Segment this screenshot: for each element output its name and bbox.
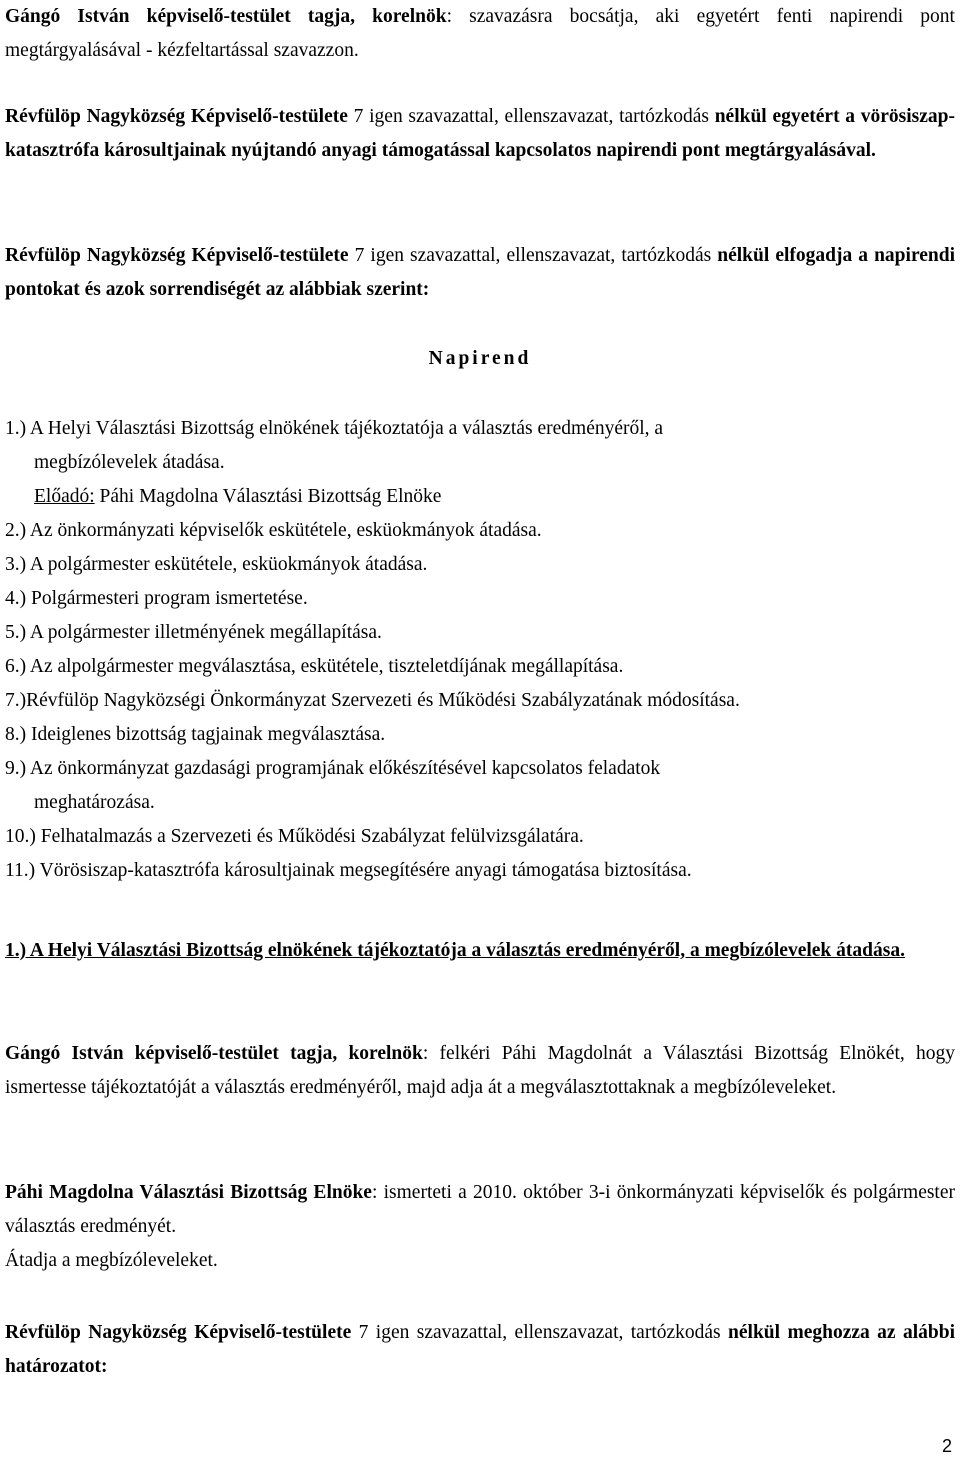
agenda-item-11: 11.) Vörösiszap-katasztrófa károsultjainak megsegítésére anyagi támogatása biztosítása.	[5, 860, 692, 881]
council-name: Révfülöp Nagyközség Képviselő-testülete	[5, 106, 348, 127]
speaker-name: Gángó István képviselő-testület tagja, korelnök	[5, 1043, 423, 1064]
presenter-label: Előadó:	[34, 486, 95, 507]
presenter-name: Páhi Magdolna Választási Bizottság Elnöke	[94, 486, 442, 507]
paragraph-text: : szavazásra bocsátja, aki egyetért fenti napirendi pont megtárgyalásával - kézfeltartással szavazzon.	[5, 6, 955, 61]
paragraph-text: : felkéri Páhi Magdolnát a Választási Bizottság Elnökét, hogy ismertesse tájékoztatóját a választás eredményéről, majd adja át a megválasztottaknak a megbízóleveleket.	[5, 1043, 955, 1098]
agenda-item-2: 2.) Az önkormányzati képviselők eskütétele, esküokmányok átadása.	[5, 520, 542, 541]
agenda-item-10: 10.) Felhatalmazás a Szervezeti és Működési Szabályzat felülvizsgálatára.	[5, 826, 584, 847]
agenda-item-6: 6.) Az alpolgármester megválasztása, eskütétele, tiszteletdíjának megállapítása.	[5, 656, 624, 677]
speaker-name: Páhi Magdolna Választási Bizottság Elnöke	[5, 1182, 372, 1203]
agenda-list	[5, 412, 955, 888]
agenda-item-8: 8.) Ideiglenes bizottság tagjainak megválasztása.	[5, 724, 386, 745]
section-header-1: 1.) A Helyi Választási Bizottság elnökének tájékoztatója a választás eredményéről, a megbízólevelek átadása.	[5, 940, 905, 961]
paragraph-vote-call	[5, 0, 955, 68]
council-name: Révfülöp Nagyközség Képviselő-testülete	[5, 1322, 352, 1343]
paragraph-resolution	[5, 1316, 955, 1384]
agenda-item-7: 7.)Révfülöp Nagyközségi Önkormányzat Szervezeti és Működési Szabályzatának módosítása.	[5, 690, 740, 711]
speaker-name: Gángó István képviselő-testület tagja, korelnök	[5, 6, 447, 27]
paragraph-text: : ismerteti a 2010. október 3-i önkormányzati képviselők és polgármester választás eredményét.	[5, 1182, 956, 1237]
paragraph-election-results	[5, 1176, 955, 1278]
handover-text: Átadja a megbízóleveleket.	[5, 1250, 218, 1271]
paragraph-agenda-acceptance	[5, 239, 955, 307]
agenda-item-4: 4.) Polgármesteri program ismertetése.	[5, 588, 308, 609]
council-name: Révfülöp Nagyközség Képviselő-testülete	[5, 245, 349, 266]
paragraph-text: nélkül meghozza az alábbi határozatot:	[5, 1322, 955, 1377]
vote-text: 7 igen szavazattal, ellenszavazat, tartózkodás	[351, 1322, 729, 1343]
agenda-item-9: 9.) Az önkormányzat gazdasági programjának előkészítésével kapcsolatos feladatok meghatározása.	[5, 758, 661, 813]
paragraph-text: nélkül elfogadja a napirendi pontokat és azok sorrendiségét az alábbiak szerint:	[5, 245, 956, 300]
agenda-item-1: 1.) A Helyi Választási Bizottság elnökének tájékoztatója a választás eredményéről, a megbízólevelek átadása. Előadó: Páhi Magdolna Választási Bizottság Elnöke	[5, 418, 664, 507]
paragraph-text: nélkül egyetért a vörösiszap-katasztrófa károsultjainak nyújtandó anyagi támogatással kapcsolatos napirendi pont megtárgyalásával.	[5, 106, 956, 161]
agenda-item-3: 3.) A polgármester eskütétele, esküokmányok átadása.	[5, 554, 428, 575]
vote-text: 7 igen szavazattal, ellenszavazat, tartózkodás	[347, 106, 715, 127]
paragraph-chair-request	[5, 1037, 955, 1105]
paragraph-resolution-agreement	[5, 100, 955, 168]
agenda-item-5: 5.) A polgármester illetményének megállapítása.	[5, 622, 382, 643]
vote-text: 7 igen szavazattal, ellenszavazat, tartózkodás	[348, 245, 718, 266]
page-number: 2	[941, 1436, 952, 1456]
agenda-title: Napirend	[428, 348, 532, 369]
